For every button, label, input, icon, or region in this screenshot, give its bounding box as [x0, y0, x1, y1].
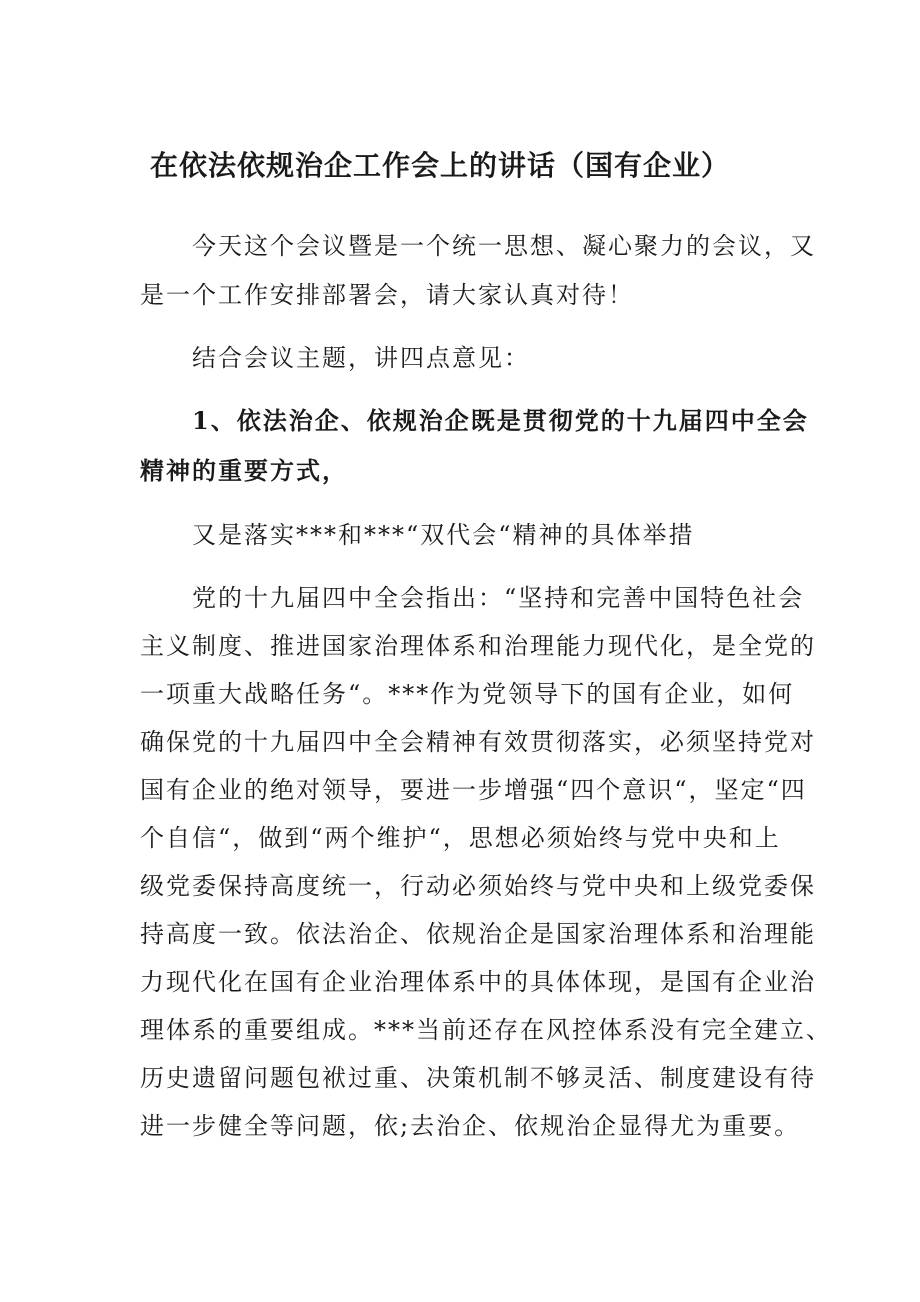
subheading: 又是落实***和***“双代会“精神的具体举措 — [192, 521, 695, 549]
body-line: 持高度一致。依法治企、依规治企是国家治理体系和治理能 — [140, 920, 816, 948]
intro-line: 是一个工作安排部署会，请大家认真对待！ — [140, 281, 634, 309]
heading-1-line: 1、依法治企、依规治企既是贯彻党的十九届四中全会 — [192, 406, 809, 435]
body-line: 历史遗留问题包袱过重、决策机制不够灵活、制度建设有待 — [140, 1064, 816, 1092]
body-line: 级党委保持高度统一，行动必须始终与党中央和上级党委保 — [140, 872, 816, 900]
intro-line: 今天这个会议暨是一个统一思想、凝心聚力的会议，又 — [192, 232, 816, 260]
body-line: 主义制度、推进国家治理体系和治理能力现代化，是全党的 — [140, 632, 816, 660]
body-line: 国有企业的绝对领导，要进一步增强“四个意识“，坚定“四 — [140, 776, 807, 804]
body-line: 一项重大战略任务“。***作为党领导下的国有企业，如何 — [140, 680, 795, 708]
document-title: 在依法依规治企工作会上的讲话（国有企业） — [150, 149, 731, 182]
body-line: 确保党的十九届四中全会精神有效贯彻落实，必须坚持党对 — [140, 728, 816, 756]
body-line: 进一步健全等问题，依;去治企、依规治企显得尤为重要。 — [140, 1112, 801, 1140]
heading-1-line: 精神的重要方式， — [140, 456, 348, 485]
body-line: 个自信“，做到“两个维护“，思想必须始终与党中央和上 — [140, 824, 781, 852]
body-line: 力现代化在国有企业治理体系中的具体体现，是国有企业治 — [140, 968, 816, 996]
body-line: 党的十九届四中全会指出：“坚持和完善中国特色社会 — [192, 584, 805, 612]
body-line: 理体系的重要组成。***当前还存在风控体系没有完全建立、 — [140, 1016, 832, 1044]
lead-in-text: 结合会议主题，讲四点意见： — [192, 344, 530, 372]
